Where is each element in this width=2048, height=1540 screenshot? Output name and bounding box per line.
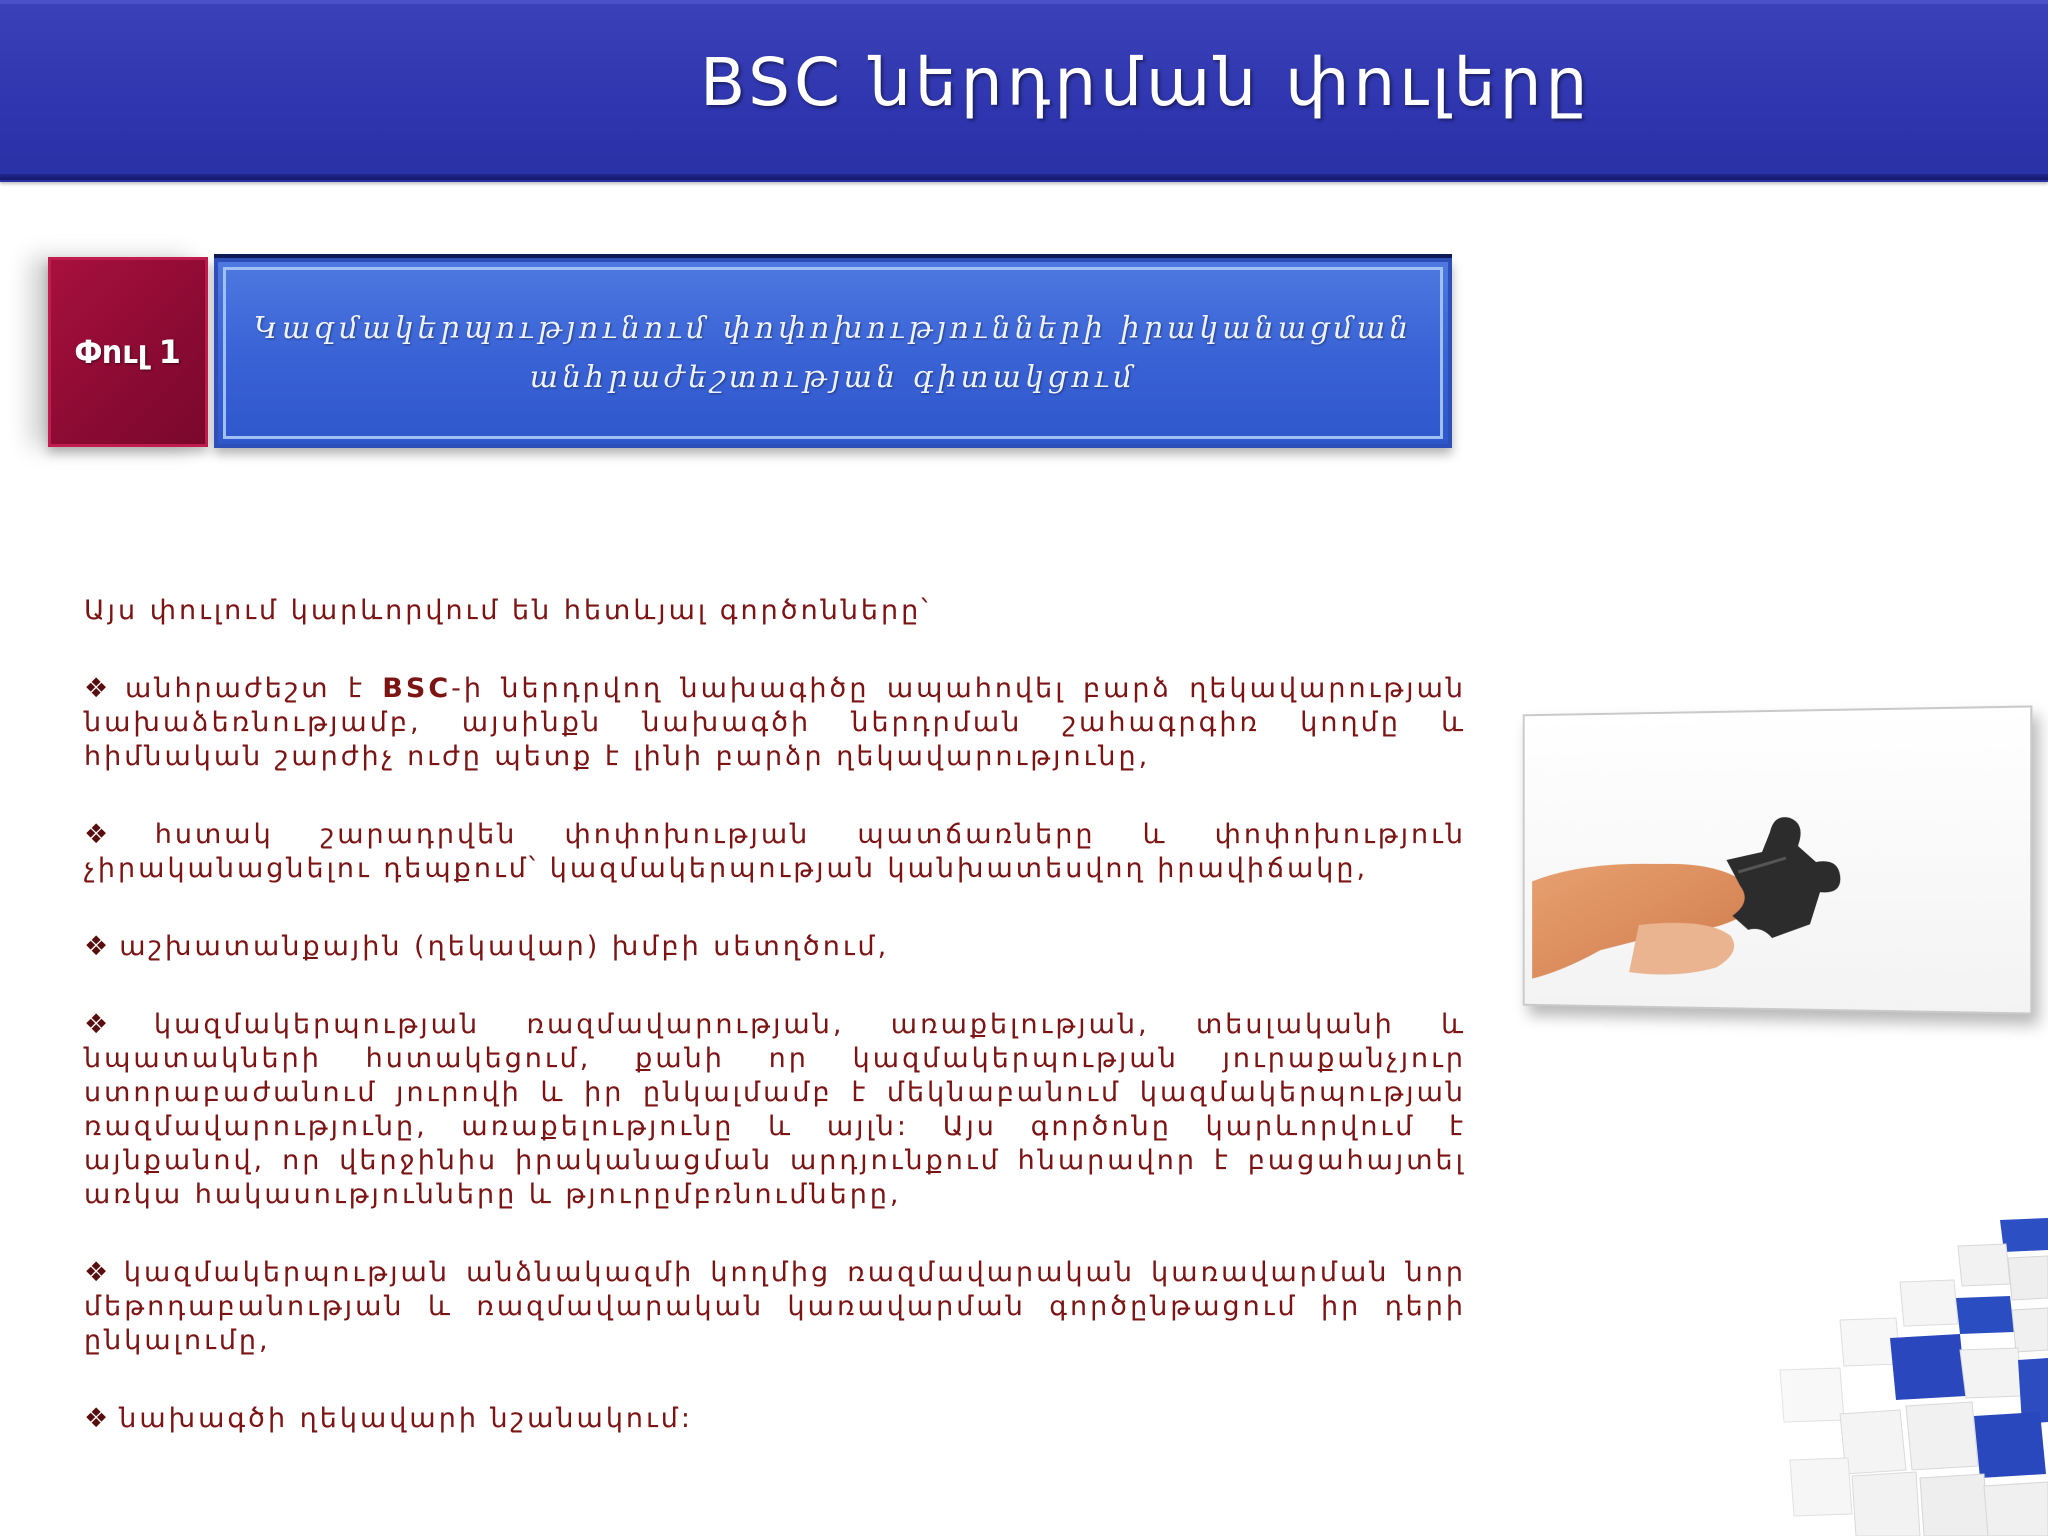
bullet-item [84, 930, 1466, 964]
phase-description-line-1: Կազմակերպությունում փոփոխությունների իրականացման [253, 311, 1413, 346]
bullet-text-bold: BSC [382, 673, 452, 704]
bullet-item [84, 1008, 1466, 1212]
bullet-item [84, 1402, 1466, 1436]
cubes-decoration [1570, 1200, 2048, 1536]
bullet-text: կազմակերպության անձնակազմի կողմից ռազմավարական կառավարման նոր մեթոդաբանության և ռազմավարական կառավարման գործընթացում իր դերի ընկալումը, [84, 1257, 1466, 1356]
intro-text: Այս փուլում կարևորվում են հետևյալ գործոնները՝ [84, 595, 931, 626]
phase-description [224, 304, 1443, 402]
bullet-text: հստակ շարադրվեն փոփոխության պատճառները և փոփոխություն չիրականացնելու դեպքում՝ կազմակերպության կանխատեսվող իրավիճակը, [84, 819, 1466, 884]
title-bar [0, 0, 2048, 182]
diamond-bullet-icon: ❖ [84, 819, 147, 850]
bullet-text: աշխատանքային (ղեկավար) խմբի սետղծում, [119, 931, 890, 962]
bullet-item [84, 672, 1466, 774]
diamond-bullet-icon: ❖ [84, 931, 112, 962]
diamond-bullet-icon: ❖ [84, 1403, 112, 1434]
slide-title: BSC ներդրման փուլերը [700, 44, 1592, 121]
hand-puzzle-icon [1525, 708, 2031, 1013]
title-bar-edge [0, 174, 2048, 180]
puzzle-photo [1523, 705, 2033, 1014]
bullet-text: կազմակերպության ռազմավարության, առաքելության, տեսլականի և նպատակների հստակեցում, քանի որ կազմակերպության յուրաքանչյուր ստորաբաժանում յուրովի և իր ընկալմամբ է մեկնաբանում կազմակերպության ռազմավարությունը, առաքելությունը և այլն: Այս գործոնը կարևորվում է այնքանով, որ վերջինիս իրականացման արդյունքում հնարավոր է բացահայտել առկա հակասությունները և թյուրըմբռնումները, [84, 1009, 1466, 1210]
phase-description-box [214, 258, 1452, 448]
phase-number-box [48, 257, 208, 447]
diamond-bullet-icon: ❖ [84, 1009, 146, 1040]
bullet-text: նախագծի ղեկավարի նշանակում: [119, 1403, 693, 1434]
diamond-bullet-icon: ❖ [84, 673, 118, 704]
bullet-item [84, 818, 1466, 886]
slide-body [84, 594, 1466, 1480]
bullet-item [84, 1256, 1466, 1358]
phase-number-label: Փուլ 1 [75, 333, 181, 371]
bullet-text-start: անհրաժեշտ է [125, 673, 383, 704]
phase-description-line-2: անհրաժեշտության գիտակցում [529, 360, 1137, 395]
diamond-bullet-icon: ❖ [84, 1257, 116, 1288]
bullet-text-rest: -ի ներդրվող նախագիծը ապահովել բարձ ղեկավարության նախաձեռնությամբ, այսինքն նախագծի ներդրման շահագրգիռ կողմը և հիմնական շարժիչ ուժը պետք է լինի բարձր ղեկավարությունը, [84, 673, 1466, 772]
cubes-decoration-icon [1570, 1200, 2048, 1536]
